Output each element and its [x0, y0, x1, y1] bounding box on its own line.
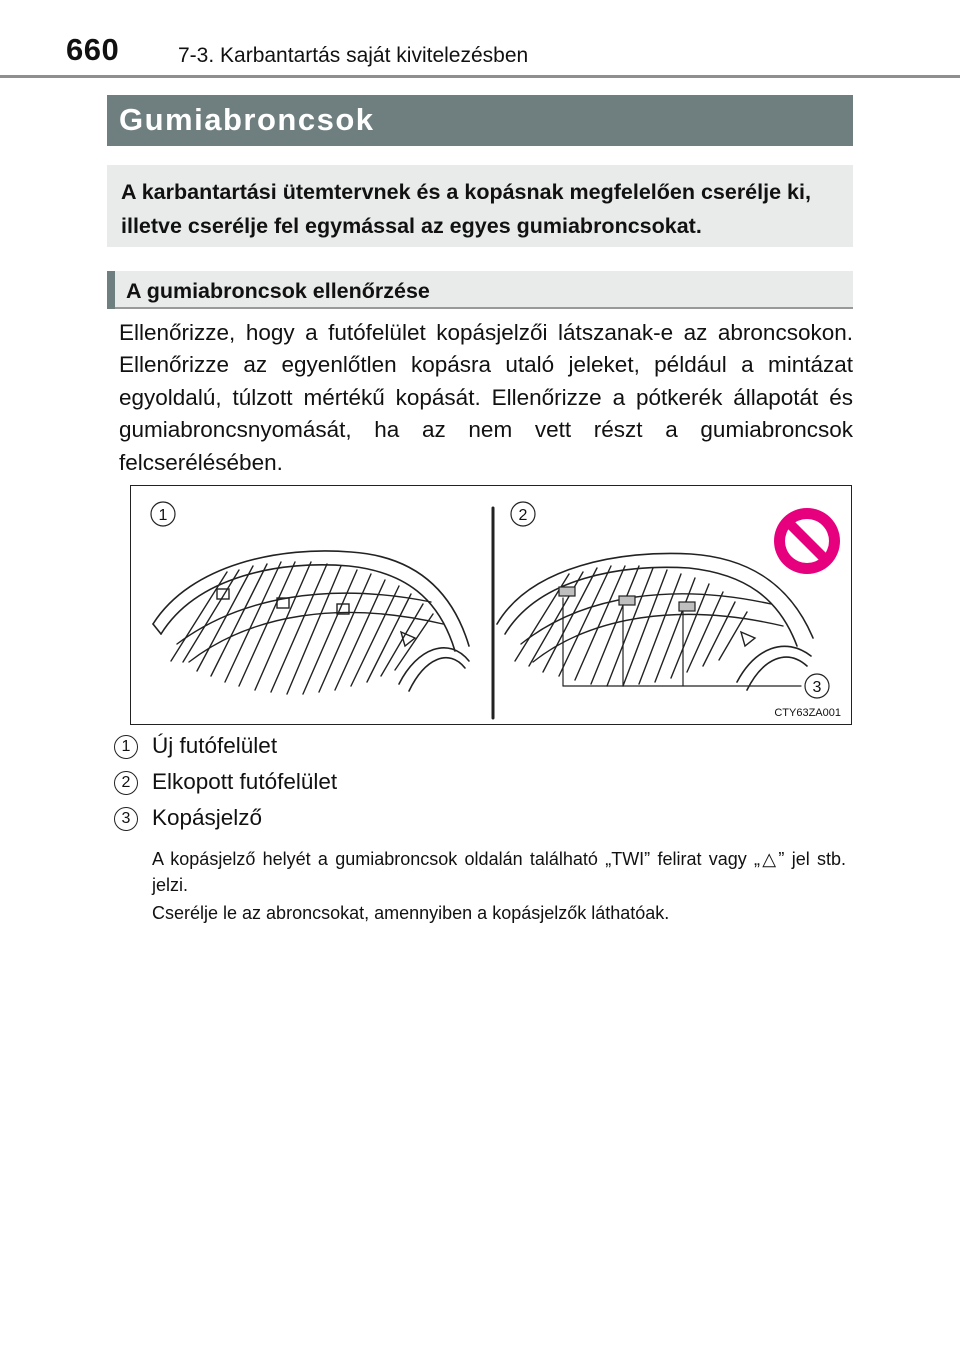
- section-heading: A gumiabroncsok ellenőrzése: [126, 279, 430, 303]
- section-heading-bar: [107, 271, 853, 309]
- callout-1: 1: [158, 507, 168, 524]
- intro-text: A karbantartási ütemtervnek és a kopásnak megfelelően cserélje ki, illetve cserélje fel egymással az egyes gumiabroncsokat.: [121, 180, 811, 238]
- legend-label: Elkopott futófelület: [152, 769, 338, 794]
- header-divider: [0, 75, 960, 78]
- legend-number: 2: [114, 771, 138, 795]
- tire-illustration: [130, 485, 852, 725]
- section-accent: [107, 271, 115, 309]
- figure-code: CTY63ZA001: [774, 707, 841, 719]
- legend-label: Kopásjelző: [152, 805, 263, 830]
- note-indicator-location: A kopásjelző helyét a gumiabroncsok oldalán található „TWI” felirat vagy „△” jel stb. jelzi.: [152, 849, 846, 895]
- chapter-title: 7-3. Karbantartás saját kivitelezésben: [178, 44, 529, 67]
- body-paragraph: Ellenőrizze, hogy a futófelület kopásjelzői látszanak-e az abroncsokon. Ellenőrizze az egyenlőtlen kopásra utaló jeleket, például a mintázat egyoldalú, túlzott mértékű kopását. Ellenőrizze a pótkerék állapotát és gumiabroncsnyomását, ha az nem vett részt a gumiabroncsok felcserélésében.: [119, 320, 853, 475]
- prohibition-icon: [774, 508, 840, 574]
- note-replace-tires: Cserélje le az abroncsokat, amennyiben a kopásjelzők láthatóak.: [152, 903, 670, 923]
- tire-diagram: [131, 486, 851, 724]
- title-bar: [107, 95, 853, 146]
- callout-2: 2: [518, 507, 528, 524]
- legend-number: 1: [114, 735, 138, 759]
- legend-number: 3: [114, 807, 138, 831]
- intro-box: [107, 165, 853, 247]
- new-tread-tire: [153, 551, 469, 694]
- page-number: 660: [66, 32, 120, 67]
- callout-3: 3: [812, 679, 822, 696]
- page-title: Gumiabroncsok: [119, 102, 375, 137]
- worn-tread-tire: [497, 553, 813, 690]
- legend-label: Új futófelület: [152, 733, 278, 758]
